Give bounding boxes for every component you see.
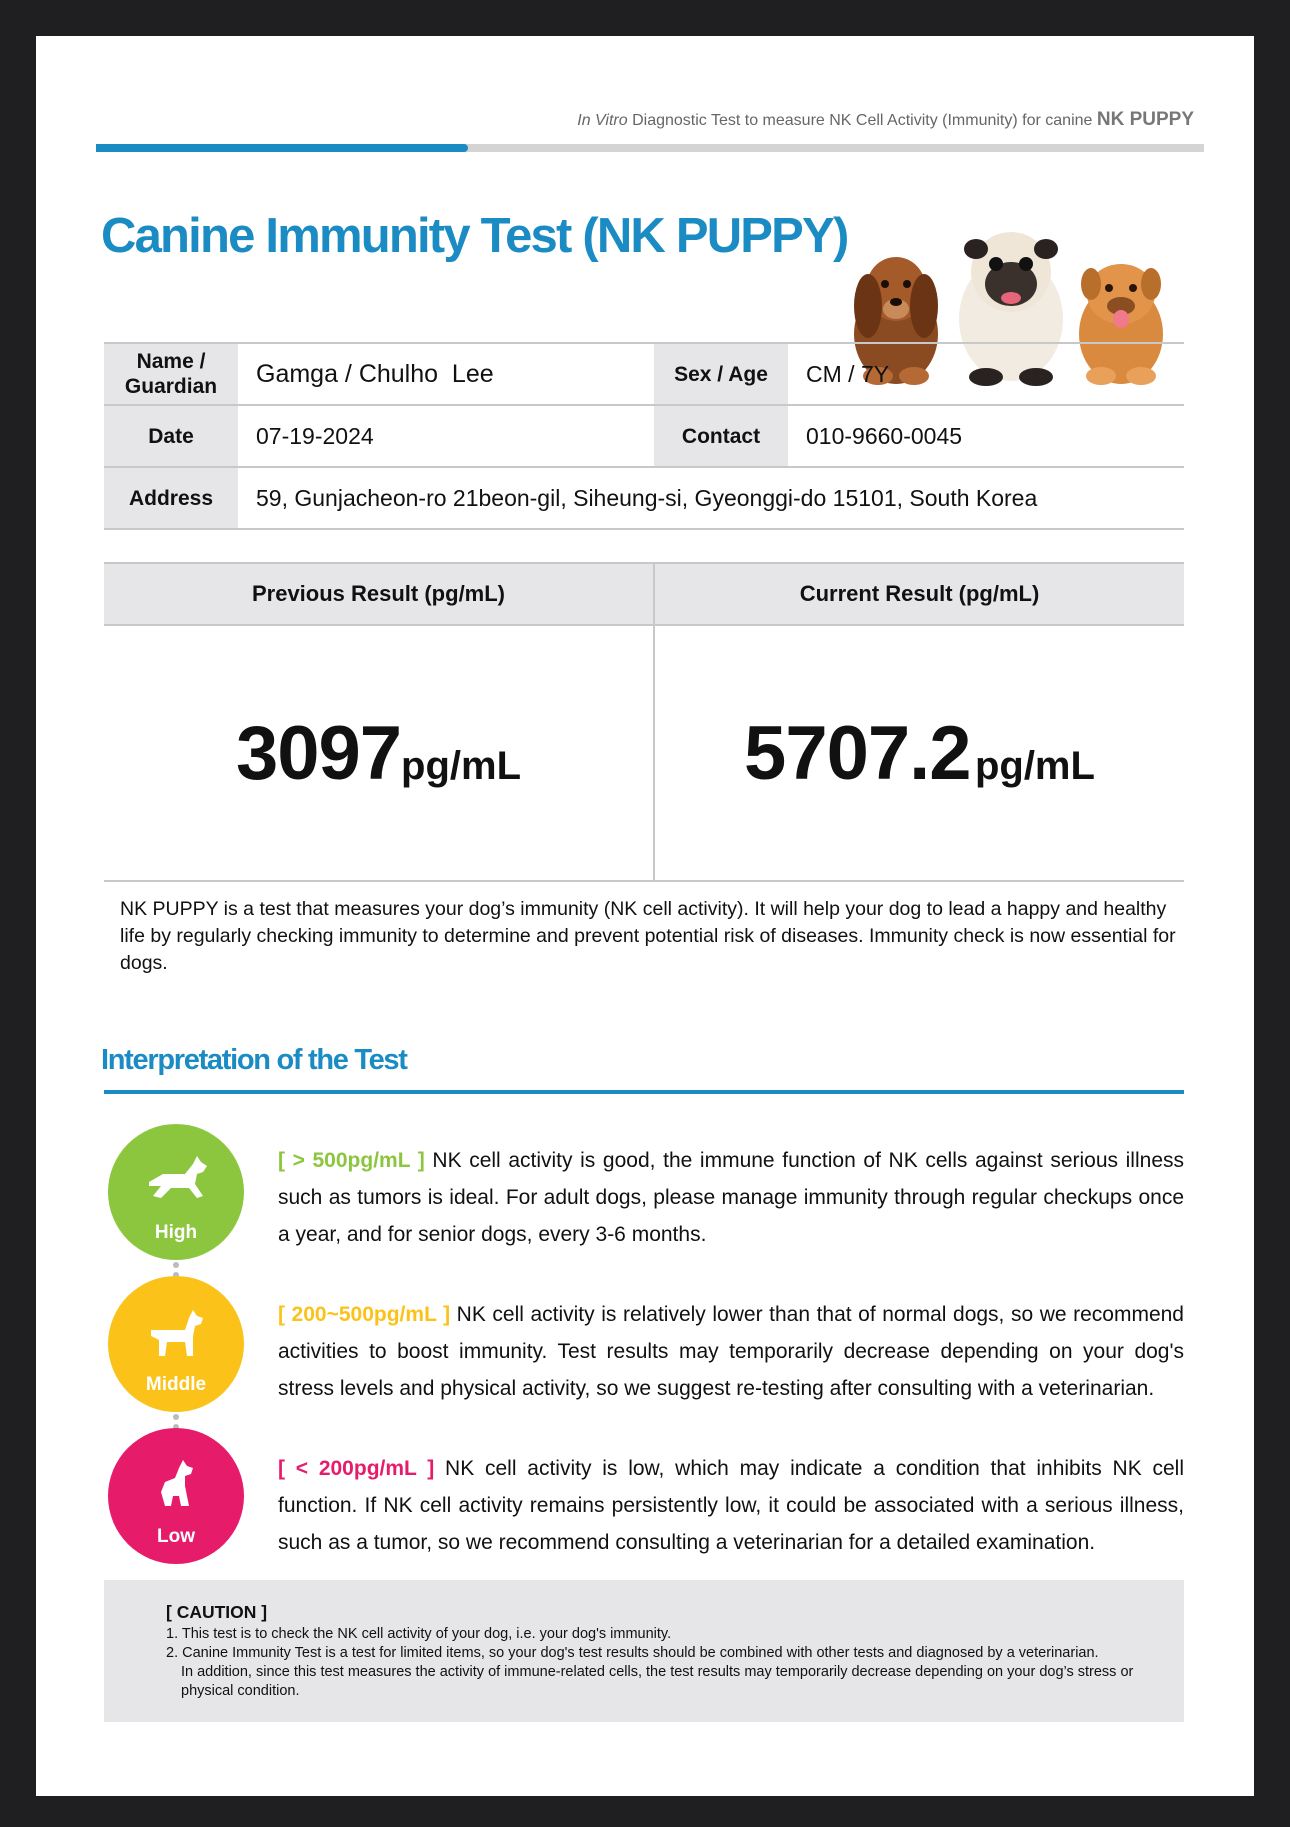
- low-interpretation: [278, 1450, 1184, 1561]
- high-badge: [108, 1124, 244, 1260]
- high-range: [ > 500pg/mL ]: [278, 1149, 425, 1172]
- standing-dog-icon: [141, 1304, 211, 1364]
- interpretation-divider: [104, 1090, 1184, 1094]
- low-text: NK cell activity is low, which may indicate a condition that inhibits NK cell function. If NK cell activity remains persistently low, it could be associated with a serious illness, such as a tumor, so we recommend consulting a veterinarian for a detailed examination.: [278, 1457, 1184, 1554]
- header-bar-accent: [96, 144, 468, 152]
- header-italic: In Vitro: [577, 112, 628, 129]
- table-row: [104, 343, 1184, 405]
- sex-value: CM / 7Y: [788, 343, 1184, 405]
- patient-info-table: [104, 342, 1184, 530]
- current-result-value: 5707.2: [744, 710, 971, 796]
- high-badge-label: High: [154, 1222, 198, 1243]
- table-row: [104, 625, 1184, 881]
- middle-badge-label: Middle: [145, 1374, 207, 1395]
- previous-result-cell: [104, 625, 654, 881]
- middle-interpretation: [278, 1296, 1184, 1407]
- name-value: Gamga / Chulho Lee: [238, 343, 654, 405]
- middle-range: [ 200~500pg/mL ]: [278, 1303, 451, 1326]
- current-result-header: Current Result (pg/mL): [654, 563, 1184, 625]
- header-brand: NK PUPPY: [1096, 109, 1194, 130]
- header-text: Diagnostic Test to measure NK Cell Activity (Immunity) for canine: [627, 112, 1097, 129]
- results-table: [104, 562, 1184, 882]
- low-range: [ < 200pg/mL ]: [278, 1457, 435, 1480]
- address-label: Address: [104, 467, 238, 529]
- current-result-unit: pg/mL: [974, 743, 1095, 788]
- date-label: Date: [104, 405, 238, 467]
- high-text: NK cell activity is good, the immune function of NK cells against serious illness such as tumors is ideal. For adult dogs, please manage immunity through regular checkups once a year, and for senior dogs, every 3-6 months.: [278, 1149, 1184, 1246]
- high-interpretation: [278, 1142, 1184, 1253]
- sitting-dog-icon: [141, 1456, 211, 1516]
- caution-title: [ CAUTION ]: [166, 1602, 268, 1622]
- contact-label: Contact: [654, 405, 788, 467]
- caution-line-1: 1. This test is to check the NK cell activity of your dog, i.e. your dog's immunity.: [166, 1626, 672, 1642]
- middle-badge: [108, 1276, 244, 1412]
- previous-result-unit: pg/mL: [401, 743, 522, 788]
- table-row: [104, 467, 1184, 529]
- report-page: [36, 36, 1254, 1796]
- caution-line-3: In addition, since this test measures the activity of immune-related cells, the test results may temporarily decrease depending on your dog’s stress or physical condition.: [181, 1664, 1134, 1699]
- address-value: 59, Gunjacheon-ro 21beon-gil, Siheung-si, Gyeonggi-do 15101, South Korea: [238, 467, 1184, 529]
- test-description: NK PUPPY is a test that measures your dog’s immunity (NK cell activity). It will help your dog to lead a happy and healthy life by regularly checking immunity to determine and prevent potential risk of diseases. Immunity check is now essential for dogs.: [120, 898, 1176, 974]
- previous-result-value: 3097: [235, 710, 402, 796]
- table-row: [104, 405, 1184, 467]
- date-value: 07-19-2024: [238, 405, 654, 467]
- running-dog-icon: [141, 1152, 211, 1212]
- low-badge-label: Low: [157, 1526, 195, 1547]
- previous-result-header: Previous Result (pg/mL): [104, 563, 654, 625]
- interpretation-title: Interpretation of the Test: [101, 1044, 407, 1076]
- sex-label: Sex / Age: [654, 343, 788, 405]
- table-row: [104, 563, 1184, 625]
- low-badge: [108, 1428, 244, 1564]
- caution-line-2: 2. Canine Immunity Test is a test for limited items, so your dog's test results should be combined with other tests and diagnosed by a veterinarian.: [166, 1645, 1099, 1661]
- current-result-cell: [654, 625, 1184, 881]
- header-tagline: [577, 109, 1194, 131]
- name-label: Name / Guardian: [104, 343, 238, 405]
- page-title: Canine Immunity Test (NK PUPPY): [101, 209, 848, 263]
- middle-text: NK cell activity is relatively lower than that of normal dogs, so we recommend activities to boost immunity. Test results may temporarily decrease depending on your dog's stress levels and physical activity, so we suggest re-testing after consulting with a veterinarian.: [278, 1303, 1184, 1400]
- caution-box: [104, 1580, 1184, 1722]
- contact-value: 010-9660-0045: [788, 405, 1184, 467]
